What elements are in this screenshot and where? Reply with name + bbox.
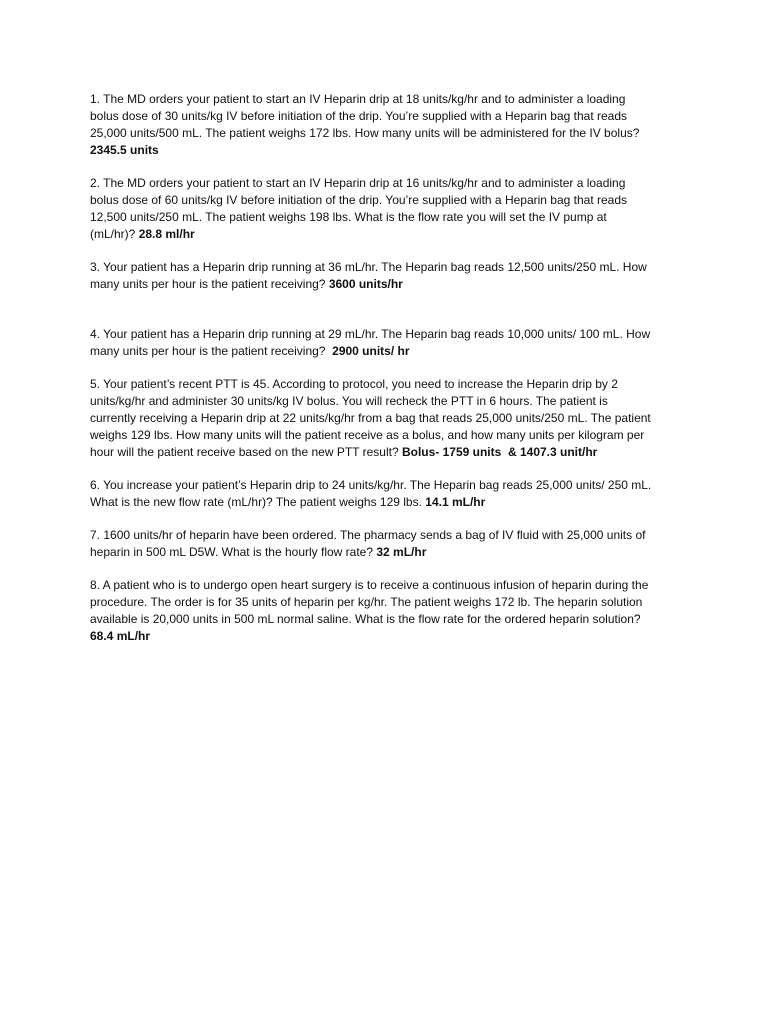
- question-line: 2. The MD orders your patient to start an IV Heparin drip at 16 units/kg/hr and to administer a loading: [90, 176, 626, 190]
- question-line: 25,000 units/500 mL. The patient weighs 172 lbs. How many units will be administered for the IV bolus?: [90, 126, 640, 140]
- answer-text: 68.4 mL/hr: [90, 629, 151, 643]
- answer-text: 14.1 mL/hr: [425, 495, 486, 509]
- answer-text: 32 mL/hr: [376, 545, 427, 559]
- question-line: 7. 1600 units/hr of heparin have been ordered. The pharmacy sends a bag of IV fluid with 25,000 units of: [90, 528, 646, 542]
- answer-text: 28.8 ml/hr: [138, 227, 195, 241]
- question-line: What is the new flow rate (mL/hr)? The patient weighs 129 lbs.: [90, 495, 426, 509]
- question-3: [90, 259, 690, 293]
- question-line: heparin in 500 mL D5W. What is the hourly flow rate?: [90, 545, 377, 559]
- question-5: [90, 376, 690, 461]
- question-1: [90, 91, 690, 159]
- question-line: weighs 129 lbs. How many units will the patient receive as a bolus, and how many units per kilogram per: [90, 428, 645, 442]
- question-8: [90, 577, 690, 645]
- question-2: [90, 175, 690, 243]
- question-4: [90, 326, 690, 360]
- question-line: (mL/hr)?: [90, 227, 139, 241]
- document-body: [90, 91, 690, 645]
- question-line: procedure. The order is for 35 units of heparin per kg/hr. The patient weighs 172 lb. The heparin solution: [90, 595, 643, 609]
- question-line: bolus dose of 60 units/kg IV before initiation of the drip. You’re supplied with a Heparin bag that reads: [90, 193, 628, 207]
- answer-text: Bolus- 1759 units & 1407.3 unit/hr: [401, 445, 598, 459]
- question-line: 8. A patient who is to undergo open heart surgery is to receive a continuous infusion of heparin during the: [90, 578, 649, 592]
- question-line: 1. The MD orders your patient to start an IV Heparin drip at 18 units/kg/hr and to administer a loading: [90, 92, 626, 106]
- question-line: bolus dose of 30 units/kg IV before initiation of the drip. You’re supplied with a Heparin bag that reads: [90, 109, 628, 123]
- question-7: [90, 527, 690, 561]
- question-line: 12,500 units/250 mL. The patient weighs 198 lbs. What is the flow rate you will set the IV pump at: [90, 210, 607, 224]
- question-line: many units per hour is the patient receiving?: [90, 344, 333, 358]
- question-line: units/kg/hr and administer 30 units/kg IV bolus. You will recheck the PTT in 6 hours. The patient is: [90, 394, 608, 408]
- answer-text: 3600 units/hr: [328, 277, 403, 291]
- question-line: many units per hour is the patient receiving?: [90, 277, 329, 291]
- question-line: 3. Your patient has a Heparin drip running at 36 mL/hr. The Heparin bag reads 12,500 units/250 mL. How: [90, 260, 647, 274]
- answer-text: 2345.5 units: [90, 143, 159, 157]
- question-line: 4. Your patient has a Heparin drip running at 29 mL/hr. The Heparin bag reads 10,000 units/ 100 mL. How: [90, 327, 651, 341]
- question-6: [90, 477, 690, 511]
- answer-text: 2900 units/ hr: [332, 344, 410, 358]
- question-line: currently receiving a Heparin drip at 22 units/kg/hr from a bag that reads 25,000 units/250 mL. The patient: [90, 411, 651, 425]
- question-line: available is 20,000 units in 500 mL normal saline. What is the flow rate for the ordered heparin solution?: [90, 612, 641, 626]
- question-line: hour will the patient receive based on the new PTT result?: [90, 445, 402, 459]
- question-line: 5. Your patient’s recent PTT is 45. According to protocol, you need to increase the Heparin drip by 2: [90, 377, 618, 391]
- question-line: 6. You increase your patient’s Heparin drip to 24 units/kg/hr. The Heparin bag reads 25,000 units/ 250 mL.: [90, 478, 652, 492]
